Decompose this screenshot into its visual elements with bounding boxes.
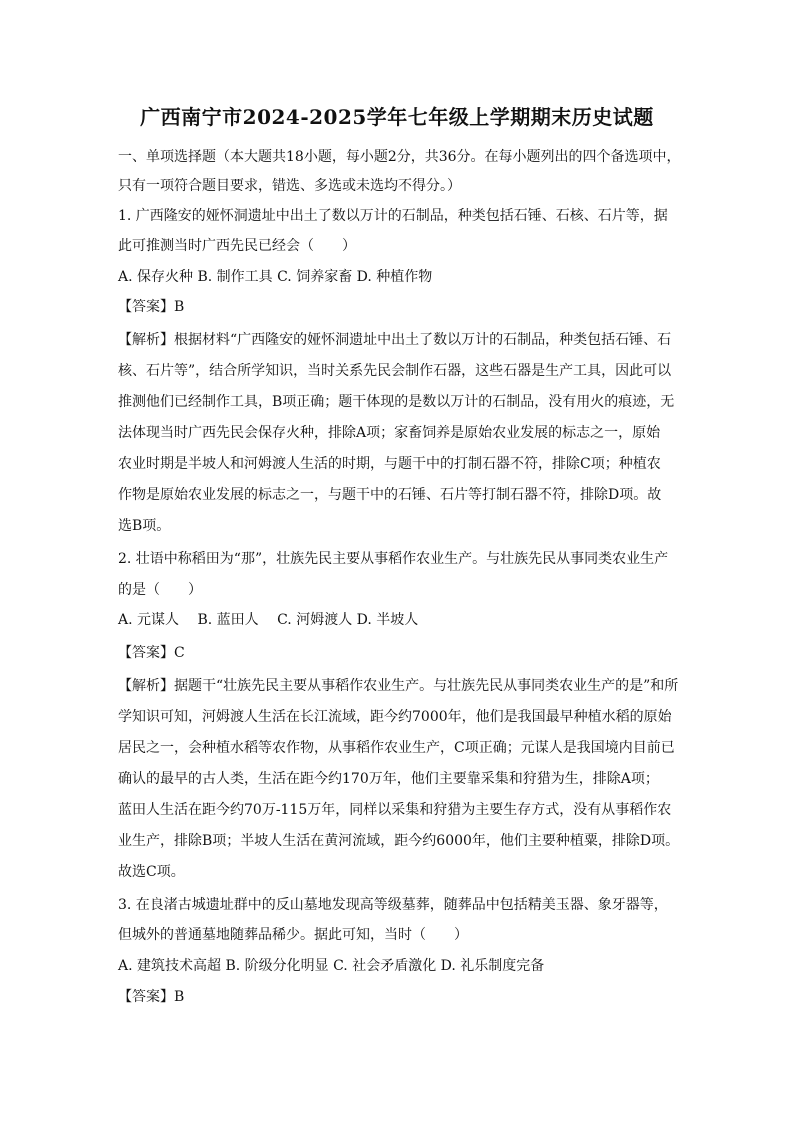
page-title: 广西南宁市2024-2025学年七年级上学期期末历史试题 <box>140 105 654 129</box>
section-instructions-line-2: 只有一项符合题目要求，错选、多选或未选均不得分。） <box>118 178 461 194</box>
q2-answer: 【答案】C <box>118 645 185 661</box>
q1-stem-line-2: 此可推测当时广西先民已经会（ ） <box>118 238 356 254</box>
q1-stem-line-1: 1. 广西隆安的娅怀洞遗址中出土了数以万计的石制品，种类包括石锤、石核、石片等，据 <box>118 208 668 224</box>
q1-answer: 【答案】B <box>118 299 185 315</box>
section-instructions-line-1: 一、单项选择题（本大题共18小题，每小题2分，共36分。在每小题列出的四个备选项中， <box>118 149 681 165</box>
q3-stem-line-1: 3. 在良渚古城遗址群中的反山墓地发现高等级墓葬，随葬品中包括精美玉器、象牙器等， <box>118 897 668 913</box>
q2-analysis-line-1: 【解析】据题干“壮族先民主要从事稻作农业生产。与壮族先民从事同类农业生产的是”和所 <box>118 678 679 694</box>
q2-stem-line-2: 的是（ ） <box>118 582 202 598</box>
q3-options: A. 建筑技术高超 B. 阶级分化明显 C. 社会矛盾激化 D. 礼乐制度完备 <box>118 958 545 974</box>
q2-analysis-line-5: 蓝田人生活在距今约70万-115万年，同样以采集和狩猎为主要生存方式，没有从事稻作农 <box>118 802 672 818</box>
q1-analysis-line-1: 【解析】根据材料“广西隆安的娅怀洞遗址中出土了数以万计的石制品，种类包括石锤、石 <box>118 332 672 348</box>
q1-analysis-line-3: 推测他们已经制作工具，B项正确；题干体现的是数以万计的石制品，没有用火的痕迹，无 <box>118 394 675 410</box>
q1-analysis-line-5: 农业时期是半坡人和河姆渡人生活的时期，与题干中的打制石器不符，排除C项；种植农 <box>118 456 661 472</box>
q2-stem-line-1: 2. 壮语中称稻田为“那”，壮族先民主要从事稻作农业生产。与壮族先民从事同类农业生产 <box>118 551 669 567</box>
q3-stem-line-2: 但城外的普通墓地随葬品稀少。据此可知，当时（ ） <box>118 927 468 943</box>
q1-analysis-line-7: 选B项。 <box>118 518 171 534</box>
q2-analysis-line-3: 居民之一，会种植水稻等农作物，从事稻作农业生产，C项正确；元谋人是我国境内目前已 <box>118 740 675 756</box>
q2-analysis-line-4: 确认的最早的古人类，生活在距今约170万年，他们主要靠采集和狩猎为生，排除A项； <box>118 771 659 787</box>
q2-options: A. 元谋人 B. 蓝田人 C. 河姆渡人 D. 半坡人 <box>118 612 419 628</box>
q3-answer: 【答案】B <box>118 989 185 1005</box>
q2-analysis-line-7: 故选C项。 <box>118 864 185 880</box>
q1-analysis-line-4: 法体现当时广西先民会保存火种，排除A项；家畜饲养是原始农业发展的标志之一，原始 <box>118 425 661 441</box>
q1-analysis-line-6: 作物是原始农业发展的标志之一，与题干中的石锤、石片等打制石器不符，排除D项。故 <box>118 487 662 503</box>
q1-options: A. 保存火种 B. 制作工具 C. 饲养家畜 D. 种植作物 <box>118 269 433 285</box>
q2-analysis-line-6: 业生产，排除B项；半坡人生活在黄河流域，距今约6000年，他们主要种植粟，排除D项。 <box>118 833 680 849</box>
q2-analysis-line-2: 学知识可知，河姆渡人生活在长江流域，距今约7000年，他们是我国最早种植水稻的原始 <box>118 709 672 725</box>
q1-analysis-line-2: 核、石片等”，结合所学知识，当时关系先民会制作石器，这些石器是生产工具，因此可以 <box>118 363 672 379</box>
